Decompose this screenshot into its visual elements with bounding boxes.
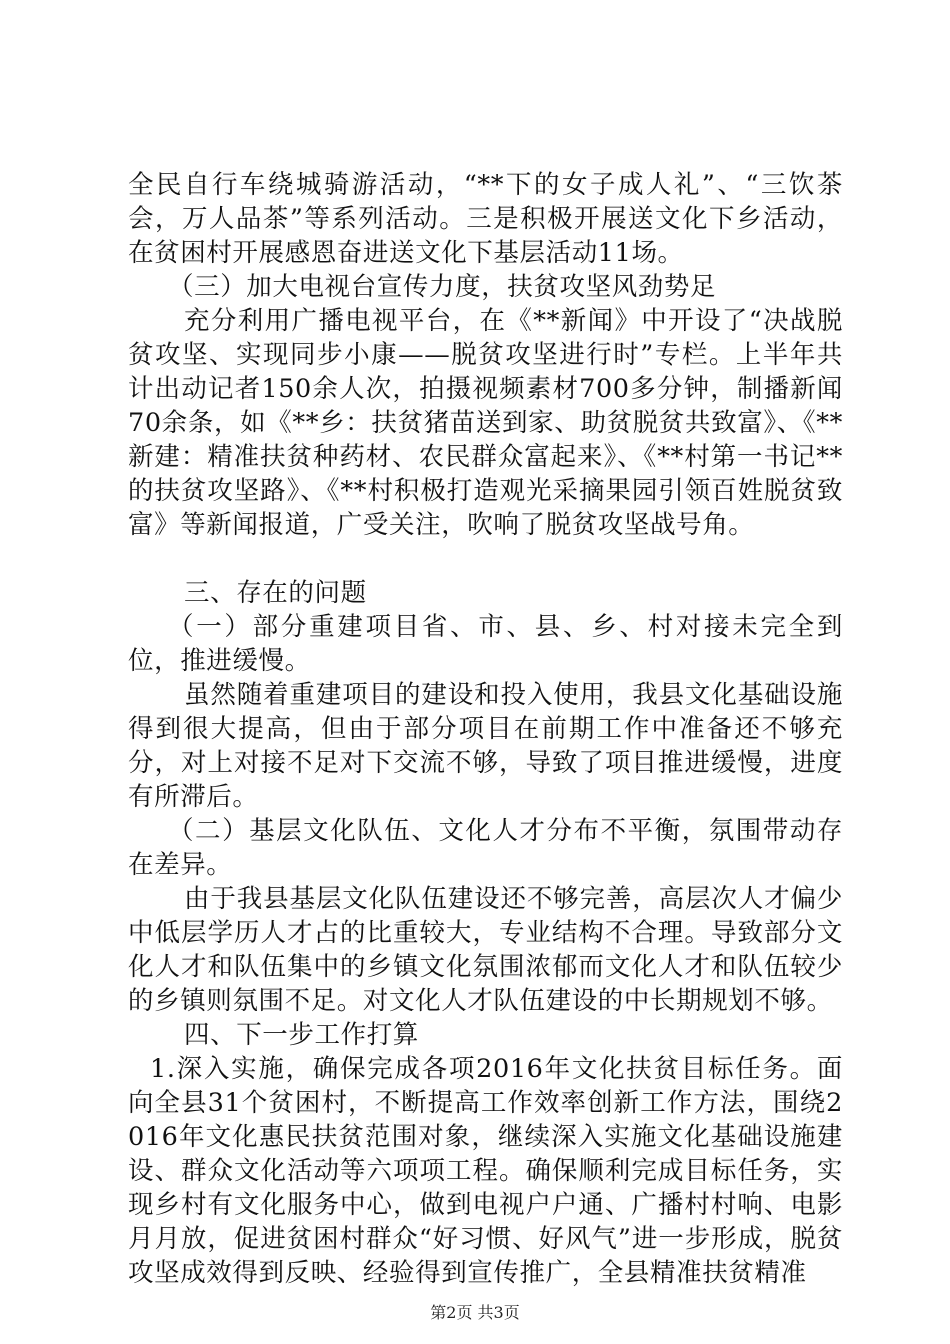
body-paragraph: 由于我县基层文化队伍建设还不够完善，高层次人才偏少中低层学历人才占的比重较大，专业结构不合理。导致部分文化人才和队伍集中的乡镇文化氛围浓郁而文化人才和队伍较少的乡镇则氛围不足。对文化人才队伍建设的中长期规划不够。 bbox=[128, 884, 843, 1016]
section-subheading: （二）基层文化队伍、文化人才分布不平衡，氛围带动存在差异。 bbox=[128, 816, 843, 880]
section-subheading: （三）加大电视台宣传力度，扶贫攻坚风劲势足 bbox=[168, 272, 717, 302]
section-heading: 四、下一步工作打算 bbox=[184, 1020, 419, 1050]
section-heading: 三、存在的问题 bbox=[184, 578, 367, 608]
page-number-footer: 第2页 共3页 bbox=[430, 1303, 520, 1322]
document-body bbox=[128, 168, 843, 1290]
section-subheading: （一）部分重建项目省、市、县、乡、村对接未完全到位，推进缓慢。 bbox=[128, 612, 843, 676]
paragraph-spacer bbox=[128, 542, 843, 576]
body-paragraph: 充分利用广播电视平台，在《**新闻》中开设了“决战脱贫攻坚、实现同步小康——脱贫攻坚进行时”专栏。上半年共计出动记者150余人次，拍摄视频素材700多分钟，制播新闻70余条，如《**乡：扶贫猪苗送到家、助贫脱贫共致富》、《**新建：精准扶贫种药材、农民群众富起来》、《**村第一书记**的扶贫攻坚路》、《**村积极打造观光采摘果园引领百姓脱贫致富》等新闻报道，广受关注，吹响了脱贫攻坚战号角。 bbox=[128, 306, 843, 540]
body-paragraph: 全民自行车绕城骑游活动，“**下的女子成人礼”、“三饮茶会，万人品茶”等系列活动。三是积极开展送文化下乡活动，在贫困村开展感恩奋进送文化下基层活动11场。 bbox=[128, 170, 843, 268]
body-paragraph: 虽然随着重建项目的建设和投入使用，我县文化基础设施得到很大提高，但由于部分项目在前期工作中准备还不够充分，对上对接不足对下交流不够，导致了项目推进缓慢，进度有所滞后。 bbox=[128, 680, 843, 812]
numbered-paragraph: 1.深入实施，确保完成各项2016年文化扶贫目标任务。面向全县31个贫困村，不断提高工作效率创新工作方法，围绕2016年文化惠民扶贫范围对象，继续深入实施文化基础设施建设、群众文化活动等六项项工程。确保顺利完成目标任务，实现乡村有文化服务中心，做到电视户户通、广播村村响、电影月月放，促进贫困村群众“好习惯、好风气”进一步形成，脱贫攻坚成效得到反映、经验得到宣传推广，全县精准扶贫精准 bbox=[128, 1054, 843, 1288]
